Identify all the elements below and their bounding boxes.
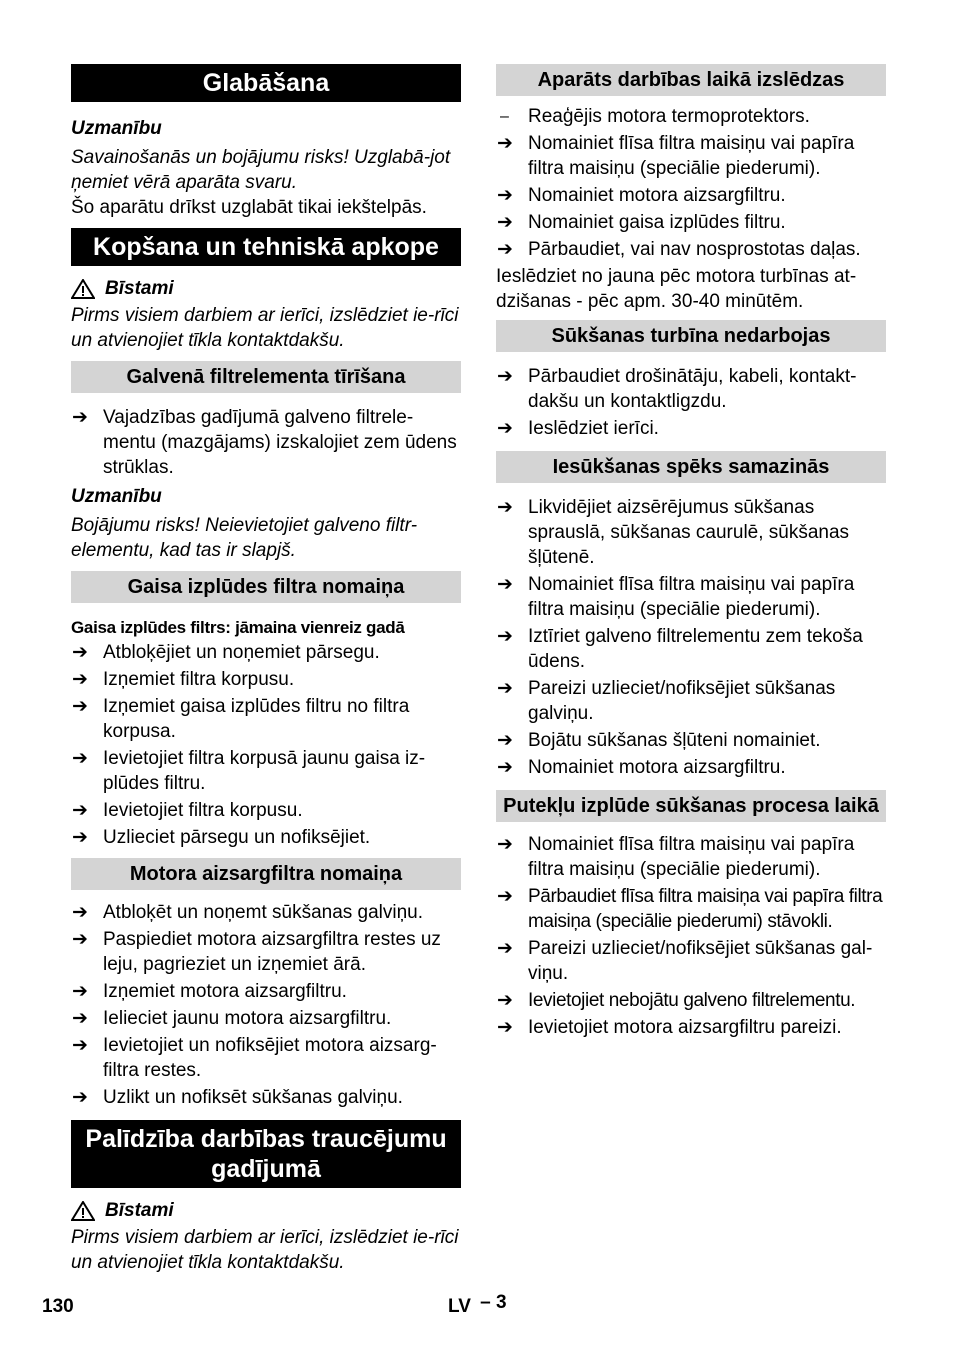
list-item: ➔ Atbloķēt un noņemt sūkšanas galviņu.: [72, 902, 424, 923]
list-item: ➔ Nomainiet flīsa filtra maisiņu vai papīra filtra maisiņu (speciālie piederumi).: [497, 133, 855, 179]
caution-label: Uzmanību: [71, 118, 162, 139]
arrow-right-icon: ➔: [72, 827, 88, 848]
danger-label: Bīstami: [71, 276, 461, 301]
page-footer-label: LV – 3: [448, 1292, 507, 1317]
list-item: ➔ Ievietojiet un nofiksējiet motora aizsarg-filtra restes.: [72, 1035, 437, 1081]
subsection-title-switches-off: Aparāts darbības laikā izslēdzas: [496, 64, 886, 96]
list-item: – Reaģējis motora termoprotektors.: [500, 106, 810, 127]
list-item: ➔ Pareizi uzlieciet/nofiksējiet sūkšanas galviņu.: [497, 678, 836, 724]
arrow-right-icon: ➔: [497, 418, 513, 439]
list-item: ➔ Ieslēdziet ierīci.: [497, 418, 659, 439]
list-item: ➔ Nomainiet motora aizsargfiltru.: [497, 185, 786, 206]
main-filter-steps: [71, 405, 461, 480]
list-item: ➔ Nomainiet gaisa izplūdes filtru.: [497, 212, 786, 233]
arrow-right-icon: ➔: [72, 800, 88, 821]
list-item: ➔ Likvidējiet aizsērējumus sūkšanas sprauslā, sūkšanas caurulē, sūkšanas šļūtenē.: [497, 497, 850, 568]
arrow-right-icon: ➔: [497, 730, 513, 751]
subsection-title-turbine: Sūkšanas turbīna nedarbojas: [496, 320, 886, 352]
right-column: [496, 64, 886, 1042]
arrow-right-icon: ➔: [72, 1035, 88, 1056]
list-item: ➔ Ievietojiet filtra korpusā jaunu gaisa iz-plūdes filtru.: [72, 748, 426, 794]
list-item: ➔ Uzlieciet pārsegu un nofiksējiet.: [72, 827, 371, 848]
arrow-right-icon: ➔: [497, 239, 513, 260]
list-item: ➔ Pārbaudiet flīsa filtra maisiņa vai papīra filtra maisiņa (speciālie piederumi) stāvokli.: [497, 886, 883, 932]
arrow-right-icon: ➔: [497, 366, 513, 387]
list-item: ➔ Vajadzības gadījumā galveno filtrele-mentu (mazgājams) izskalojiet zem ūdens strūklas.: [72, 407, 457, 478]
list-item: ➔ Pārbaudiet drošinātāju, kabeli, kontakt-dakšu un kontaktligzdu.: [497, 366, 857, 412]
arrow-right-icon: ➔: [72, 696, 88, 717]
arrow-right-icon: ➔: [72, 1008, 88, 1029]
switches-off-steps: [496, 104, 886, 262]
list-item: ➔ Atbloķējiet un noņemiet pārsegu.: [72, 642, 380, 663]
arrow-right-icon: ➔: [72, 902, 88, 923]
subsection-title-main-filter: Galvenā filtrelementa tīrīšana: [71, 361, 461, 393]
exhaust-filter-note: Gaisa izplūdes filtrs: jāmaina vienreiz gadā: [71, 618, 405, 637]
arrow-right-icon: ➔: [497, 133, 513, 154]
dash-icon: –: [500, 108, 509, 125]
list-item: ➔ Pārbaudiet, vai nav nosprostotas daļas.: [497, 239, 861, 260]
list-item: ➔ Izņemiet filtra korpusu.: [72, 669, 295, 690]
arrow-right-icon: ➔: [72, 642, 88, 663]
subsection-title-exhaust-filter: Gaisa izplūdes filtra nomaiņa: [71, 571, 461, 603]
list-item: ➔ Izņemiet gaisa izplūdes filtru no filtra korpusa.: [72, 696, 410, 742]
suction-power-steps: [496, 495, 886, 780]
arrow-right-icon: ➔: [72, 748, 88, 769]
section-title-troubleshooting: Palīdzība darbības traucējumu gadījumā: [71, 1120, 461, 1188]
list-item: ➔ Nomainiet motora aizsargfiltru.: [497, 757, 786, 778]
section-title-storage: Glabāšana: [71, 64, 461, 102]
arrow-right-icon: ➔: [497, 574, 513, 595]
caution-text: Savainošanās un bojājumu risks! Uzglabā-jot ņemiet vērā aparāta svaru.: [71, 147, 451, 193]
subsection-title-dust-exhaust: Putekļu izplūde sūkšanas procesa laikā: [496, 790, 886, 822]
turbine-steps: [496, 364, 886, 441]
arrow-right-icon: ➔: [497, 185, 513, 206]
list-item: ➔ Ievietojiet filtra korpusu.: [72, 800, 303, 821]
page-number: 130: [42, 1296, 74, 1317]
list-item: ➔ Ielieciet jaunu motora aizsargfiltru.: [72, 1008, 392, 1029]
arrow-right-icon: ➔: [497, 990, 513, 1011]
list-item: ➔ Iztīriet galveno filtrelementu zem tekoša ūdens.: [497, 626, 863, 672]
list-item: ➔ Ievietojiet nebojātu galveno filtrelementu.: [497, 990, 856, 1011]
warning-triangle-icon: [71, 279, 95, 299]
arrow-right-icon: ➔: [497, 678, 513, 699]
arrow-right-icon: ➔: [497, 757, 513, 778]
danger-text: Pirms visiem darbiem ar ierīci, izslēdziet ie-rīci un atvienojiet tīkla kontaktdakšu.: [71, 305, 459, 351]
warning-triangle-icon: [71, 1201, 95, 1221]
storage-text: Šo aparātu drīkst uzglabāt tikai iekštelpās.: [71, 197, 427, 218]
exhaust-filter-steps: [71, 640, 461, 850]
danger-text: Pirms visiem darbiem ar ierīci, izslēdziet ie-rīci un atvienojiet tīkla kontaktdakšu.: [71, 1227, 459, 1273]
arrow-right-icon: ➔: [497, 938, 513, 959]
list-item: ➔ Bojātu sūkšanas šļūteni nomainiet.: [497, 730, 821, 751]
section-title-maintenance: Kopšana un tehniskā apkope: [71, 228, 461, 266]
arrow-right-icon: ➔: [497, 626, 513, 647]
subsection-title-motor-filter: Motora aizsargfiltra nomaiņa: [71, 858, 461, 890]
arrow-right-icon: ➔: [497, 212, 513, 233]
subsection-title-suction-power: Iesūkšanas spēks samazinās: [496, 451, 886, 483]
arrow-right-icon: ➔: [497, 497, 513, 518]
left-column: [71, 64, 461, 1275]
list-item: ➔ Uzlikt un nofiksēt sūkšanas galviņu.: [72, 1087, 403, 1108]
caution-text: Bojājumu risks! Neievietojiet galveno filtr-elementu, kad tas ir slapjš.: [71, 515, 418, 561]
motor-filter-steps: [71, 900, 461, 1110]
arrow-right-icon: ➔: [497, 886, 513, 907]
list-item: ➔ Paspiediet motora aizsargfiltra restes uz leju, pagrieziet un izņemiet ārā.: [72, 929, 441, 975]
arrow-right-icon: ➔: [497, 1017, 513, 1038]
list-item: ➔ Nomainiet flīsa filtra maisiņu vai papīra filtra maisiņu (speciālie piederumi).: [497, 574, 855, 620]
list-item: ➔ Ievietojiet motora aizsargfiltru pareizi.: [497, 1017, 842, 1038]
list-item: ➔ Izņemiet motora aizsargfiltru.: [72, 981, 347, 1002]
caution-label: Uzmanību: [71, 486, 162, 507]
list-item: ➔ Pareizi uzlieciet/nofiksējiet sūkšanas gal-viņu.: [497, 938, 873, 984]
arrow-right-icon: ➔: [72, 407, 88, 428]
arrow-right-icon: ➔: [72, 929, 88, 950]
arrow-right-icon: ➔: [72, 669, 88, 690]
danger-label: Bīstami: [71, 1198, 461, 1223]
arrow-right-icon: ➔: [72, 981, 88, 1002]
restart-text: Ieslēdziet no jauna pēc motora turbīnas at-dzišanas - pēc apm. 30-40 minūtēm.: [496, 266, 857, 312]
list-item: ➔ Nomainiet flīsa filtra maisiņu vai papīra filtra maisiņu (speciālie piederumi).: [497, 834, 855, 880]
arrow-right-icon: ➔: [72, 1087, 88, 1108]
arrow-right-icon: ➔: [497, 834, 513, 855]
dust-exhaust-steps: [496, 832, 886, 1040]
